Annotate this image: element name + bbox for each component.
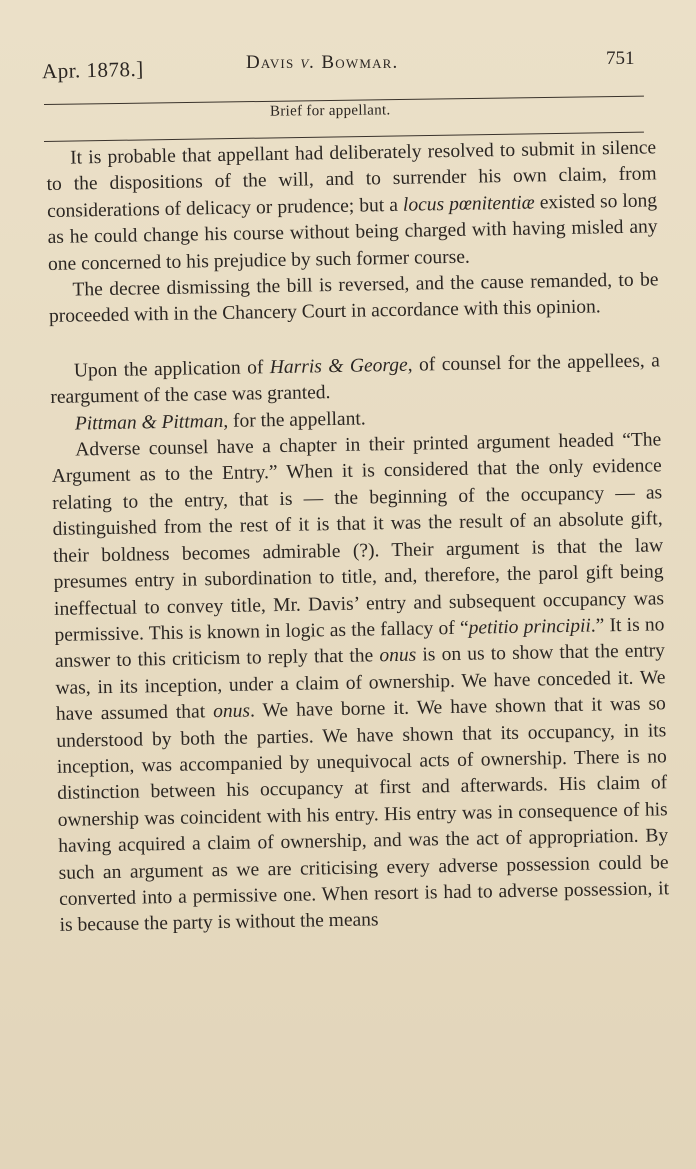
p5-text-a: Adverse counsel have a chapter in their printed argument headed “The Argument as to the Entry.” When it is considered that the only evidence relating to the entry, that is — the beginning of the occupancy — as distinguished from the rest of it is that it was the result of an absolute gift, their boldness becomes admirable (?). Their argument is that the law presumes entry in subordination to title, and, therefore, the parol gift being ineffectual to convey title, Mr. Davis’ entry and subsequent occupancy was permissive. This is known in logic as the fallacy of “ (51, 429, 665, 646)
p3-italic-counsel: Harris & George (269, 354, 408, 378)
case-title-part1: Davis (246, 52, 301, 73)
body-text (46, 135, 670, 939)
p1-italic-locus: locus pœnitentiæ (402, 192, 535, 216)
p5-italic-onus-2: onus (213, 700, 251, 723)
running-head (0, 44, 696, 84)
paragraph-argument (51, 427, 670, 939)
p4-text-b: , for the appellant. (223, 408, 366, 432)
paragraph-locus (46, 135, 658, 278)
p5-text-e: is on us to show that the entry was, in its inception, under a claim of ownership. We have conceded it. We have assumed that (55, 640, 666, 726)
case-title-versus: v. (300, 52, 316, 73)
p3-text-a: Upon the application of (73, 356, 271, 382)
p5-text-c: .” It is no answer to this criticism to reply that the (54, 614, 665, 673)
paragraph-decree: The decree dismissing the bill is reversed, and the cause remanded, to be proceeded with in the Chancery Court in accordance with this opinion. (48, 269, 659, 328)
p5-text-g: . We have borne it. We have shown that it was so understood by both the parties. We have shown that its occupancy, in its inception, was accompanied by unequivocal acts of ownership. There is no distinction between his occupancy at first and afterwards. His claim of ownership was coincident with his entry. His entry was in consequence of his having acquired a claim of ownership, and was the act of appropriation. By such an argument as we are criticising every adverse possession could be converted into a permissive one. When resort is had to adverse possession, it is because the party is without the means (56, 693, 670, 937)
case-title-part2: Bowmar. (315, 52, 399, 73)
page-number: 751 (606, 48, 635, 69)
header-date: Apr. 1878.] (41, 56, 145, 84)
p5-italic-onus-1: onus (379, 644, 417, 667)
p5-italic-petitio: petitio principii (468, 615, 592, 639)
brief-subheading: Brief for appellant. (269, 102, 391, 120)
p4-italic-counsel: Pittman & Pittman (74, 410, 224, 435)
case-title (246, 52, 399, 74)
p1-text-a: It is probable that appellant had deliberately resolved to submit in silence to the dispositions of the will, and to surrender his own claim, from considerations of delicacy or prudence; but a (46, 137, 657, 222)
p1-text-c: existed so long as he could change his course without being charged with having misled any one concerned to his prejudice by such former course. (47, 190, 658, 275)
p3-text-c: , of counsel for the appellees, a reargument of the case was granted. (50, 350, 661, 409)
